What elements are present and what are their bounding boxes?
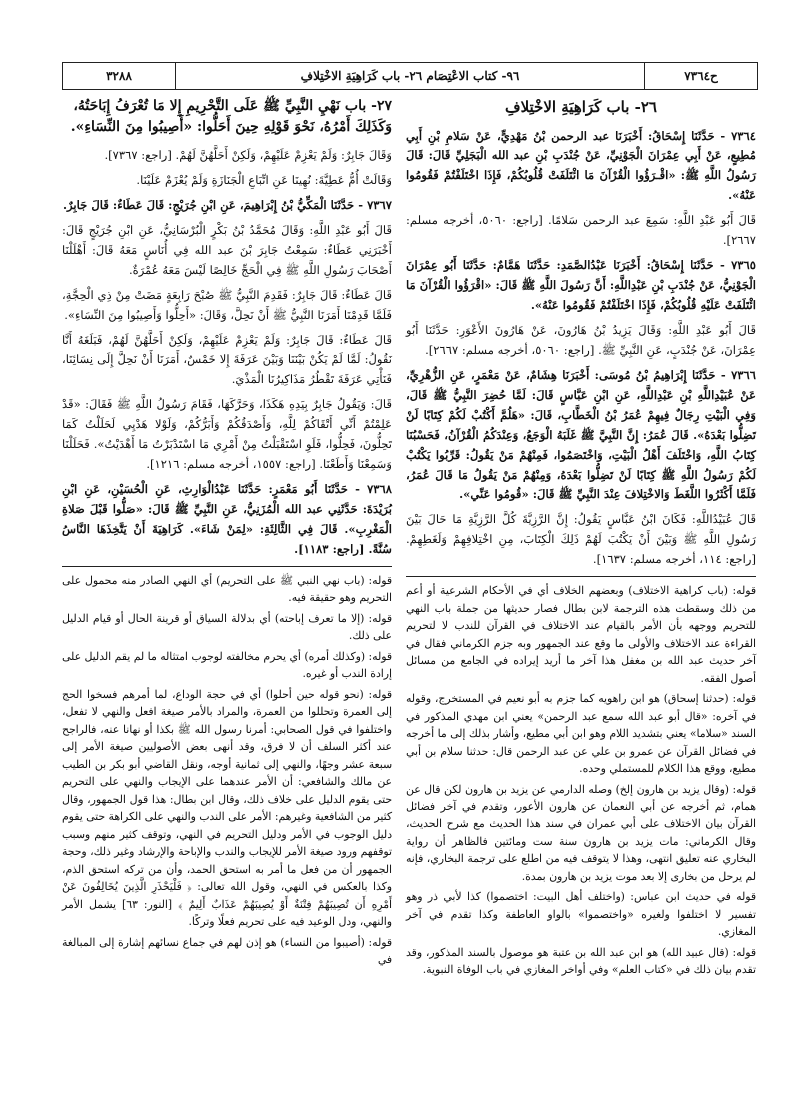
hadith-7365-note: قَالَ أَبُو عَبْدِ اللَّهِ: وَقَالَ يَزِيدُ بْنُ هَارُونَ، عَنْ هَارُونَ الأَعْوَرِ: حَدَّثَنَا أَبُو عِمْرَانَ، عَنْ جُنْدَبٍ، عَنِ النَّبِيِّ ﷺ. [راجع: ٥٠٦٠، أخرجه مسلم: ٢٦٦٧]. bbox=[406, 322, 756, 357]
commentary-divider bbox=[62, 566, 392, 567]
hadith-7365: ٧٣٦٥ - حَدَّثَنَا إِسْحَاقُ: أَخْبَرَنَا عَبْدُالصَّمَدِ: حَدَّثَنَا هَمَّامٌ: حَدَّثَنَا أَبُو عِمْرَانَ الْجَوْنِيُّ، عَنْ جُنْدَبِ بْنِ عَبْدِاللَّهِ: أَنَّ رَسُولَ اللَّهِ ﷺ قَالَ: «اقْرَؤُوا الْقُرْآنَ مَا ائْتَلَفَتْ عَلَيْهِ قُلُوبُكُمْ، فَإِذَا اخْتَلَفْتُمْ فَقُومُوا عَنْهُ». bbox=[406, 258, 756, 312]
left-column bbox=[62, 92, 392, 971]
commentary-divider bbox=[406, 576, 756, 577]
page-number: ٣٢٨٨ bbox=[63, 63, 176, 89]
chapter-title-27: ٢٧- باب نَهْيِ النَّبِيِّ ﷺ عَلَى التَّحْرِيمِ إِلا مَا تُعْرَفُ إِبَاحَتُهُ، وَكَذَلِكَ أَمْرُهُ، نَحْوَ قَوْلِهِ حِينَ أَحَلُّوا: «أَصِيبُوا مِنَ النِّسَاءِ». bbox=[70, 98, 392, 135]
commentary-paragraph: قوله: (وقال يزيد بن هارون إلخ) وصله الدارمي عن يزيد بن هارون لكن قال عن همام، ثم أخرجه عن أبي النعمان عن هارون الأعور، وتقدم في آخر فضائل القرآن بيان الاختلاف على أبي عمران في سند هذا الحديث مع شرح الحديث، وقال الكرماني: مات يزيد بن هارون سنة ست ومائتين فالظاهر أن رواية البخاري عنه تعليق انتهى، وهذا لا يتوقف فيه من اطلع على ترجمة البخاري، فإنه لم يرحل من بخارى إلا بعد موت يزيد بن هارون بمدة. bbox=[406, 782, 756, 883]
hadith-7366: ٧٣٦٦ - حَدَّثَنَا إِبْرَاهِيمُ بْنُ مُوسَى: أَخْبَرَنَا هِشَامٌ، عَنْ مَعْمَرٍ، عَنِ الزُّهْرِيِّ، عَنْ عُبَيْدِاللَّهِ بْنِ عَبْدِاللَّهِ، عَنِ ابْنِ عَبَّاسٍ قَالَ: لَمَّا حُضِرَ النَّبِيُّ ﷺ قَالَ، وَفِي الْبَيْتِ رِجَالٌ فِيهِمْ عُمَرُ بْنُ الْخَطَّابِ، قَالَ: «هَلُمَّ أَكْتُبْ لَكُمْ كِتَابًا لَنْ تَضِلُّوا بَعْدَهُ». قَالَ عُمَرُ: إِنَّ النَّبِيَّ ﷺ غَلَبَهُ الْوَجَعُ، وَعِنْدَكُمُ الْقُرْآنُ، فَحَسْبُنَا كِتَابُ اللَّهِ، وَاخْتَلَفَ أَهْلُ الْبَيْتِ، وَاخْتَصَمُوا، فَمِنْهُمْ مَنْ يَقُولُ: قَرِّبُوا يَكْتُبْ لَكُمْ رَسُولُ اللَّهِ ﷺ كِتَابًا لَنْ تَضِلُّوا بَعْدَهُ، وَمِنْهُمْ مَنْ يَقُولُ مَا قَالَ عُمَرُ، فَلَمَّا أَكْثَرُوا اللَّغَطَ وَالاخْتِلافَ عِنْدَ النَّبِيِّ ﷺ قَالَ: «قُومُوا عَنِّي». bbox=[406, 367, 756, 502]
hadith-7367-part-d: قَالَ عَطَاءٌ: قَالَ جَابِرٌ: وَلَمْ يَعْزِمْ عَلَيْهِمْ، وَلَكِنْ أَحَلَّهُنَّ لَهُمْ، فَبَلَغَهُ أَنَّا نَقُولُ: لَمَّا لَمْ يَكُنْ بَيْنَنَا وَبَيْنَ عَرَفَةَ إِلا خَمْسٌ، أَمَرَنَا أَنْ نَحِلَّ إِلَى نِسَائِنَا، فَنَأْتِي عَرَفَةَ تَقْطُرُ مَذَاكِيرُنَا الْمَذْيَ. bbox=[62, 332, 392, 387]
hadith-7367-part-b: قَالَ أَبُو عَبْدِ اللَّهِ: وَقَالَ مُحَمَّدُ بْنُ بَكْرٍ الْبُرْسَانِيُّ، عَنِ ابْنِ جُرَيْجٍ قَالَ: أَخْبَرَنِي عَطَاءٌ: سَمِعْتُ جَابِرَ بْنَ عبد الله فِي أُنَاسٍ مَعَهُ قَالَ: أَهْلَلْنَا أَصْحَابَ رَسُولِ اللَّهِ ﷺ فِي الْحَجِّ خَالِصًا لَيْسَ مَعَهُ عُمْرَةٌ. bbox=[62, 222, 392, 277]
commentary-paragraph: قوله: (وكذلك أمره) أي يحرم مخالفته لوجوب امتثاله ما لم يقم الدليل على إرادة الندب أو غيره. bbox=[62, 649, 392, 681]
commentary-paragraph: قوله في حديث ابن عباس: (واختلف أهل البيت: اختصموا) كذا لأبي ذر وهو تفسير لا اختلفوا ولغيره «واختصموا» بالواو العاطفة وكذا تقدم في آخر المغازي. bbox=[406, 890, 756, 939]
hadith-7366-note: قَالَ عُبَيْدُاللَّهِ: فَكَانَ ابْنُ عَبَّاسٍ يَقُولُ: إِنَّ الرَّزِيَّةَ كُلَّ الرَّزِيَّةِ مَا حَالَ بَيْنَ رَسُولِ اللَّهِ ﷺ وَبَيْنَ أَنْ يَكْتُبَ لَهُمْ ذَلِكَ الْكِتَابَ، مِنِ اخْتِلافِهِمْ وَلَغَطِهِمْ. [راجع: ١١٤، أخرجه مسلم: ١٦٣٧]. bbox=[406, 512, 756, 567]
commentary-paragraph: قوله: (إلا ما تعرف إباحته) أي بدلالة السياق أو قرينة الحال أو قيام الدليل على ذلك. bbox=[62, 611, 392, 643]
hadith-7367: ٧٣٦٧ - حَدَّثَنَا الْمَكِّيُّ بْنُ إِبْرَاهِيمَ، عَنِ ابْنِ جُرَيْجٍ: قَالَ عَطَاءٌ: قَالَ جَابِرٌ. bbox=[62, 197, 392, 212]
hadith-7368: ٧٣٦٨ - حَدَّثَنَا أَبُو مَعْمَرٍ: حَدَّثَنَا عَبْدُالْوَارِثِ، عَنِ الْحُسَيْنِ، عَنِ ابْنِ بُرَيْدَةَ: حَدَّثَنِي عبد الله الْمُزَنِيُّ، عَنِ النَّبِيِّ ﷺ قَالَ: «صَلُّوا قَبْلَ صَلاةِ الْمَغْرِبِ». قَالَ فِي الثَّالِثَةِ: «لِمَنْ شَاءَ». كَرَاهِيَةَ أَنْ يَتَّخِذَهَا النَّاسُ سُنَّةً. [راجع: ١١٨٣]. bbox=[62, 482, 392, 556]
commentary-paragraph: قوله: (باب كراهية الاختلاف) وبعضهم الخلاف أي في الأحكام الشرعية أو أعم من ذلك وسقطت هذه الترجمة لابن بطال فصار حديثها من جملة باب النهي للتحريم ووجهه بأن الأمر بالقيام عند الاختلاف في القرآن للندب لا لتحريم القراءة عند الاختلاف والأولى ما وقع عند الجمهور وبه جزم الكرماني فقال في آخر حديث عبد الله بن مغفل هذا آخر ما أريد إيراده في الجامع من مسائل أصول الفقه. bbox=[406, 584, 756, 685]
running-header bbox=[62, 62, 758, 90]
commentary-paragraph: قوله: (باب نهي النبي ﷺ على التحريم) أي النهي الصادر منه محمول على التحريم وهو حقيقة فيه. bbox=[62, 573, 392, 605]
jabir-statement: وَقَالَ جَابِرٌ: وَلَمْ يَعْزِمْ عَلَيْهِمْ، وَلَكِنْ أَحَلَّهُنَّ لَهُمْ. [راجع: ٧٣٦٧]. bbox=[104, 148, 392, 162]
commentary-paragraph: قوله: (نحو قوله حين أحلوا) أي في حجة الوداع، لما أمرهم فسخوا الحج إلى العمرة وتحللوا من العمرة، والمراد بالأمر صيغة افعل والنهي لا تفعل، واختلفوا في قول الصحابي: أمرنا رسول الله ﷺ بكذا أو نهانا عنه، فالراجح عند أكثر السلف أن لا فرق، وقد أنهى بعض الأصوليين صيغة الأمر إلى سبعة عشر وجهًا، والنهي إلى ثمانية أوجه، ونقل القاضي أبو بكر بن الطيب عن مالك والشافعي: أن الأمر عندهما على الإيجاب والنهي على التحريم حتى يقوم الدليل على خلاف ذلك، وقال ابن بطال: هذا قول الجمهور، وقال كثير من الشافعية وغيرهم: الأمر على الندب والنهي على الكراهة حتى يقوم دليل الوجوب في الأمر ودليل التحريم في النهي، وتوقف كثير منهم وسبب توقفهم ورود صيغة الأمر للإيجاب والندب والإباحة والإرشاد وغير ذلك، وحجة الجمهور أن من فعل ما أمر به استحق الحمد، وأن من تركه استحق الذم، وكذا بالعكس في النهي، وقول الله تعالى: ﴿ فَلْيَحْذَرِ الَّذِينَ يُخَالِفُونَ عَنْ أَمْرِهِ أَن تُصِيبَهُمْ فِتْنَةٌ أَوْ يُصِيبَهُمْ عَذَابٌ أَلِيمٌ ﴾ [النور: ٦٣] يشمل الأمر والنهي، ودل الوعيد فيه على تحريم فعلًا وتركًا. bbox=[62, 687, 392, 929]
hadith-7364-note: قَالَ أَبُو عَبْدِ اللَّهِ: سَمِعَ عبد الرحمن سَلامًا. [راجع: ٥٠٦٠، أخرجه مسلم: ٢٦٦٧]. bbox=[406, 213, 756, 248]
hadith-7364: ٧٣٦٤ - حَدَّثَنَا إِسْحَاقُ: أَخْبَرَنَا عبد الرحمن بْنُ مَهْدِيٍّ، عَنْ سَلامِ بْنِ أَبِي مُطِيعٍ، عَنْ أَبِي عِمْرَانَ الْجَوْنِيِّ، عَنْ جُنْدَبِ بْنِ عبد الله الْبَجَلِيِّ قَالَ: قَالَ رَسُولُ اللَّهِ ﷺ: «اقْـرَؤُوا الْقُرْآنَ مَا ائْتَلَفَتْ قُلُوبُكُمْ، فَإِذَا اخْتَلَفْتُمْ فَقُومُوا عَنْهُ». bbox=[406, 128, 756, 203]
hadith-7367-part-e: قَالَ: وَيَقُولُ جَابِرٌ بِيَدِهِ هَكَذَا، وَحَرَّكَهَا، فَقَامَ رَسُولُ اللَّهِ ﷺ فَقَالَ: «قَدْ عَلِمْتُمْ أَنِّي أَتْقَاكُمْ لِلَّهِ، وَأَصْدَقُكُمْ وَأَبَرُّكُمْ، وَلَوْلا هَدْيِي لَحَلَلْتُ كَمَا تَحِلُّونَ، فَحِلُّوا، فَلَوِ اسْتَقْبَلْتُ مِنْ أَمْرِي مَا اسْتَدْبَرْتُ مَا أَهْدَيْتُ». فَحَلَلْنَا وَسَمِعْنَا وَأَطَعْنَا. [راجع: ١٥٥٧، أخرجه مسلم: ١٢١٦]. bbox=[62, 397, 392, 472]
header-title: ٩٦- كتاب الاعْتِصَام ٢٦- باب كَرَاهِيَةِ الاخْتِلافِ bbox=[300, 69, 520, 83]
commentary-paragraph: قوله: (أصيبوا من النساء) هو إذن لهم في جماع نسائهم إشارة إلى المبالغة في bbox=[62, 935, 392, 966]
chapter-title-26: ٢٦- باب كَرَاهِيَةِ الاخْتِلافِ bbox=[505, 98, 657, 116]
hadith-reference: ح٧٣٦٤ bbox=[644, 63, 757, 89]
commentary-paragraph: قوله: (حدثنا إسحاق) هو ابن راهويه كما جزم به أبو نعيم في المستخرج، وقوله في آخره: «قال أبو عبد الله سمع عبد الرحمن» يعني ابن مهدي المذكور في السند «سلاما» يعني بتشديد اللام وهو ابن أبي مطيع، وأشار بذلك إلى ما أخرجه في فضائل القرآن عن عمرو بن علي عن عبد الرحمن قال: حدثنا سلام بن أبي مطيع، ووقع هذا الكلام للمستملي وحده. bbox=[406, 692, 756, 776]
hadith-7367-part-c: قَالَ عَطَاءٌ: قَالَ جَابِرٌ: فَقَدِمَ النَّبِيُّ ﷺ صُبْحَ رَابِعَةٍ مَضَتْ مِنْ ذِي الْحِجَّةِ، فَلَمَّا قَدِمْنَا أَمَرَنَا النَّبِيُّ ﷺ أَنْ نَحِلَّ، وَقَالَ: «أَحِلُّوا وَأَصِيبُوا مِنَ النِّسَاءِ». bbox=[62, 287, 392, 322]
right-column bbox=[406, 92, 756, 982]
commentary-paragraph: قوله: (قال عبيد الله) هو ابن عبد الله بن عتبة هو موصول بالسند المذكور، وقد تقدم بيان ذلك في «كتاب العلم» وفي أواخر المغازي في باب الوفاة النبوية. bbox=[406, 945, 756, 977]
umm-atiyya-statement: وَقَالَتْ أُمُّ عَطِيَّةَ: نُهِينَا عَنِ اتِّبَاعِ الْجَنَازَةِ وَلَمْ يُعْزَمْ عَلَيْنَا. bbox=[136, 172, 392, 187]
